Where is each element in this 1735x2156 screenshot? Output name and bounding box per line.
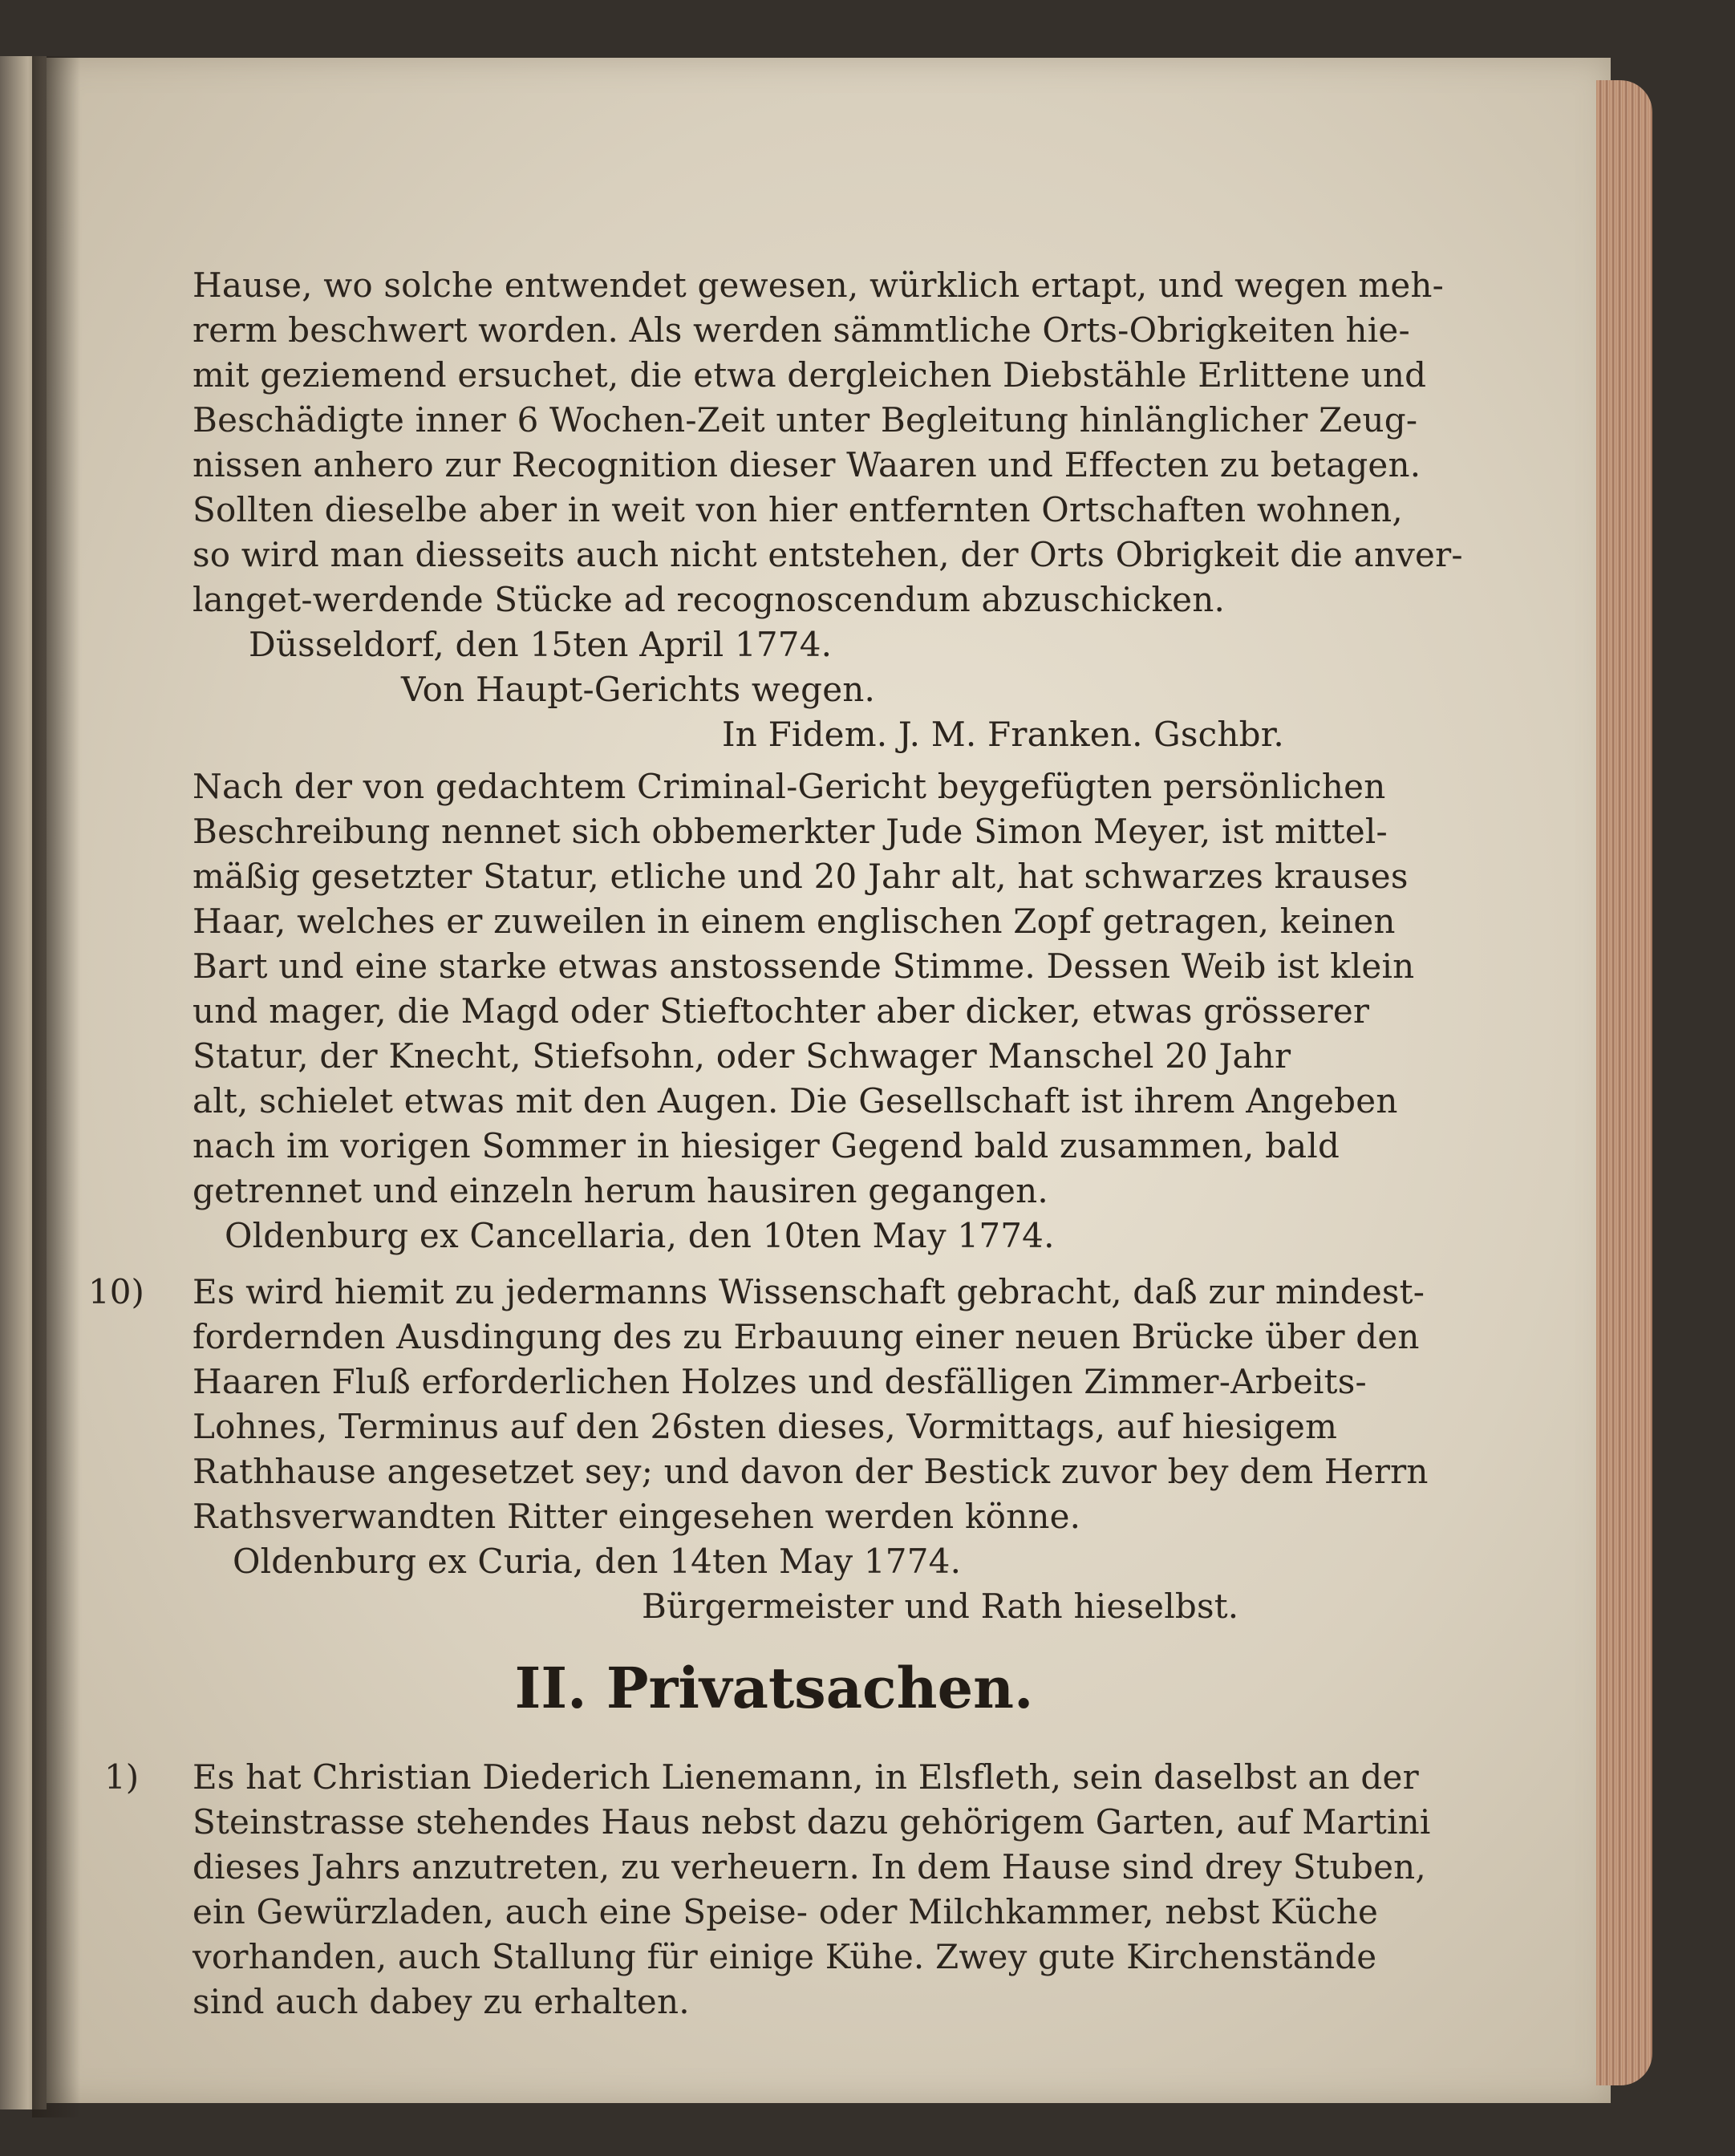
text-line: nissen anhero zur Recognition dieser Waaren und Effecten zu betagen. xyxy=(193,445,1421,484)
text-line: Haaren Fluß erforderlichen Holzes und desfälligen Zimmer-Arbeits- xyxy=(193,1362,1367,1401)
text-line: vorhanden, auch Stallung für einige Kühe. Zwey gute Kirchenstände xyxy=(193,1937,1377,1976)
text-line: ein Gewürzladen, auch eine Speise- oder Milchkammer, nebst Küche xyxy=(193,1892,1379,1931)
text-line: Steinstrasse stehendes Haus nebst dazu gehörigem Garten, auf Martini xyxy=(193,1802,1431,1842)
text-line: Hause, wo solche entwendet gewesen, würklich ertapt, und wegen meh- xyxy=(193,265,1445,305)
text-line: alt, schielet etwas mit den Augen. Die Gesellschaft ist ihrem Angeben xyxy=(193,1081,1398,1121)
text-line: sind auch dabey zu erhalten. xyxy=(193,1982,690,2021)
text-line: Es hat Christian Diederich Lienemann, in Elsfleth, sein daselbst an der xyxy=(193,1757,1419,1797)
item-number: 10) xyxy=(88,1272,144,1311)
text-line: mit geziemend ersuchet, die etwa dergleichen Diebstähle Erlittene und xyxy=(193,355,1427,395)
signature: In Fidem. J. M. Franken. Gschbr. xyxy=(722,715,1284,754)
text-line: mäßig gesetzter Statur, etliche und 20 Jahr alt, hat schwarzes krauses xyxy=(193,857,1409,896)
text-line: Beschädigte inner 6 Wochen-Zeit unter Begleitung hinlänglicher Zeug- xyxy=(193,400,1418,440)
text-line: Rathsverwandten Ritter eingesehen werden könne. xyxy=(193,1497,1081,1536)
authority: Von Haupt-Gerichts wegen. xyxy=(401,670,876,709)
text-line: so wird man diesseits auch nicht entstehen, der Orts Obrigkeit die anver- xyxy=(193,535,1463,574)
text-line: Lohnes, Terminus auf den 26sten dieses, Vormittags, auf hiesigem xyxy=(193,1407,1338,1446)
text-line: dieses Jahrs anzutreten, zu verheuern. In dem Hause sind drey Stuben, xyxy=(193,1847,1426,1886)
text-line: fordernden Ausdingung des zu Erbauung einer neuen Brücke über den xyxy=(193,1317,1420,1356)
place-date: Oldenburg ex Cancellaria, den 10ten May 1774. xyxy=(225,1216,1055,1255)
text-line: nach im vorigen Sommer in hiesiger Gegend bald zusammen, bald xyxy=(193,1126,1340,1165)
section-heading: II. Privatsachen. xyxy=(514,1655,1034,1721)
place-date: Düsseldorf, den 15ten April 1774. xyxy=(249,625,833,664)
text-line: Bart und eine starke etwas anstossende Stimme. Dessen Weib ist klein xyxy=(193,946,1415,986)
text-line: Nach der von gedachtem Criminal-Gericht beygefügten persönlichen xyxy=(193,767,1386,806)
place-date: Oldenburg ex Curia, den 14ten May 1774. xyxy=(233,1542,962,1581)
text-line: Statur, der Knecht, Stiefsohn, oder Schwager Manschel 20 Jahr xyxy=(193,1036,1291,1076)
text-line: Beschreibung nennet sich obbemerkter Jude Simon Meyer, ist mittel- xyxy=(193,812,1388,851)
text-line: getrennet und einzeln herum hausiren gegangen. xyxy=(193,1171,1048,1210)
text-line: rerm beschwert worden. Als werden sämmtliche Orts-Obrigkeiten hie- xyxy=(193,310,1410,350)
text-line: langet-werdende Stücke ad recognoscendum abzuschicken. xyxy=(193,580,1226,619)
item-number: 1) xyxy=(104,1757,140,1797)
book-gutter xyxy=(32,56,80,2118)
text-line: Haar, welches er zuweilen in einem englischen Zopf getragen, keinen xyxy=(193,902,1396,941)
signature: Bürgermeister und Rath hieselbst. xyxy=(642,1587,1239,1626)
text-line: und mager, die Magd oder Stieftochter aber dicker, etwas grösserer xyxy=(193,991,1370,1031)
text-line: Sollten dieselbe aber in weit von hier entfernten Ortschaften wohnen, xyxy=(193,490,1403,529)
text-line: Es wird hiemit zu jedermanns Wissenschaft gebracht, daß zur mindest- xyxy=(193,1272,1425,1311)
page-stack-edges xyxy=(1596,80,1652,2085)
text-line: Rathhause angesetzet sey; und davon der Bestick zuvor bey dem Herrn xyxy=(193,1452,1429,1491)
